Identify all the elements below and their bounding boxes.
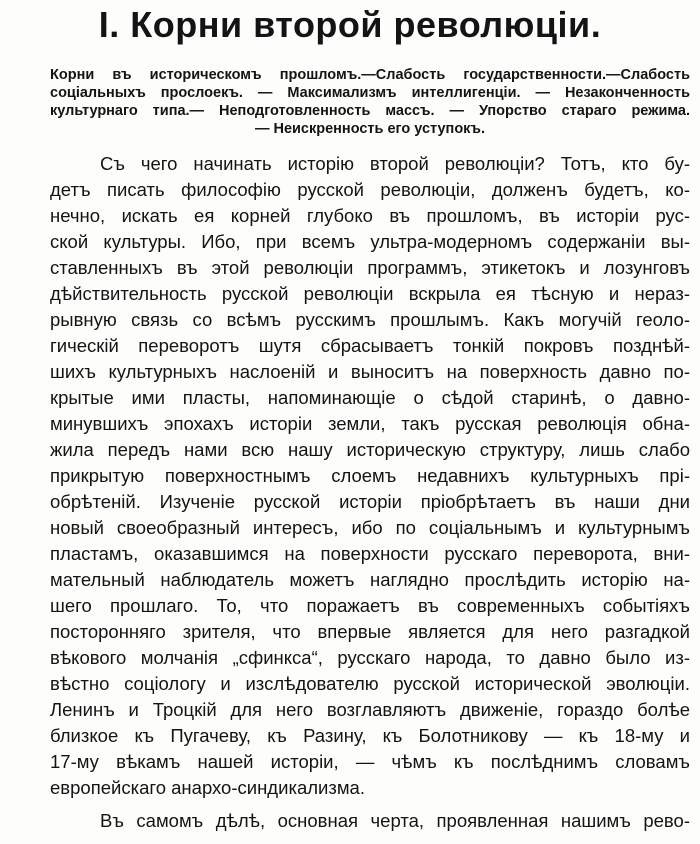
text-line: прикрытую поверхностнымъ слоемъ недавнихъ культурныхъ прі- [50, 465, 690, 486]
text-line: вѣстно соціологу и изслѣдователю русской исторической эволюціи. [50, 673, 690, 694]
text-line: новый своеобразный интересъ, ибо по соціальнымъ и культурнымъ [50, 517, 690, 538]
text-line: крытые ими пласты, напоминающіе о сѣдой старинѣ, о давно- [50, 387, 690, 408]
summary-line: культурнаго типа.— Неподготовленность массъ. — Упорство стараго режима. [50, 103, 690, 119]
text-line: Съ чего начинать исторію второй революціи? Тотъ, кто бу- [100, 153, 690, 174]
text-line: жила передъ нами всю нашу историческую структуру, лишь слабо [50, 439, 690, 460]
text-line: посторонняго зрителя, что впервые является для него разгадкой [50, 621, 690, 642]
text-line: пластамъ, оказавшимся на поверхности русскаго переворота, вни- [50, 543, 690, 564]
text-line: нечно, искать ея корней глубоко въ прошломъ, въ исторіи рус- [50, 205, 690, 226]
text-line: 17-му вѣкамъ нашей исторіи, — чѣмъ къ послѣднимъ словамъ [50, 751, 690, 772]
text-line: ставленныхъ въ этой революціи программъ, этикетокъ и лозунговъ [50, 257, 690, 278]
chapter-title: I. Корни второй революціи. [98, 4, 602, 45]
summary-line: — Неискренность его уступокъ. [254, 121, 486, 137]
text-line: близкое къ Пугачеву, къ Разину, къ Болотникову — къ 18-му и [50, 725, 690, 746]
text-line: обрѣтеній. Изученіе русской исторіи пріобрѣтаетъ въ наши дни [50, 491, 690, 512]
text-line: европейскаго анархо-синдикализма. [50, 777, 365, 798]
text-line: вѣкового молчанія „сфинкса“, русскаго народа, то давно было из- [50, 647, 690, 668]
text-line: гическій переворотъ шутя сбрасываетъ тонкій покровъ позднѣй- [50, 335, 690, 356]
summary-line: Корни въ историческомъ прошломъ.—Слабость государственности.—Слабость [50, 67, 690, 83]
text-line: минувшихъ эпохахъ исторіи земли, такъ русская революція обна- [50, 413, 690, 434]
summary-line: соціальныхъ прослоекъ. — Максимализмъ интеллигенціи. — Незаконченность [50, 85, 690, 101]
text-line: дѣйствительность русской революціи вскрыла ея тѣсную и нераз- [50, 283, 690, 304]
text-line: шего прошлаго. То, что поражаетъ въ современныхъ событіяхъ [50, 595, 690, 616]
text-line: детъ писать философію русской революціи, долженъ будетъ, ко- [50, 179, 690, 200]
text-line: Ленинъ и Троцкій для него возглавляютъ движеніе, гораздо болѣе [50, 699, 690, 720]
text-line: рывную связь со всѣмъ русскимъ прошлымъ. Какъ могучій геоло- [50, 309, 690, 330]
text-line: Въ самомъ дѣлѣ, основная черта, проявленная нашимъ рево- [100, 810, 690, 831]
body-text [50, 151, 690, 834]
text-line: мательный наблюдатель можетъ наглядно прослѣдить исторію на- [50, 569, 690, 590]
chapter-summary [50, 66, 690, 138]
text-line: ской культуры. Ибо, при всемъ ультра-модерномъ содержаніи вы- [50, 231, 690, 252]
text-line: шихъ культурныхъ наслоеній и выноситъ на поверхность давно по- [50, 361, 690, 382]
